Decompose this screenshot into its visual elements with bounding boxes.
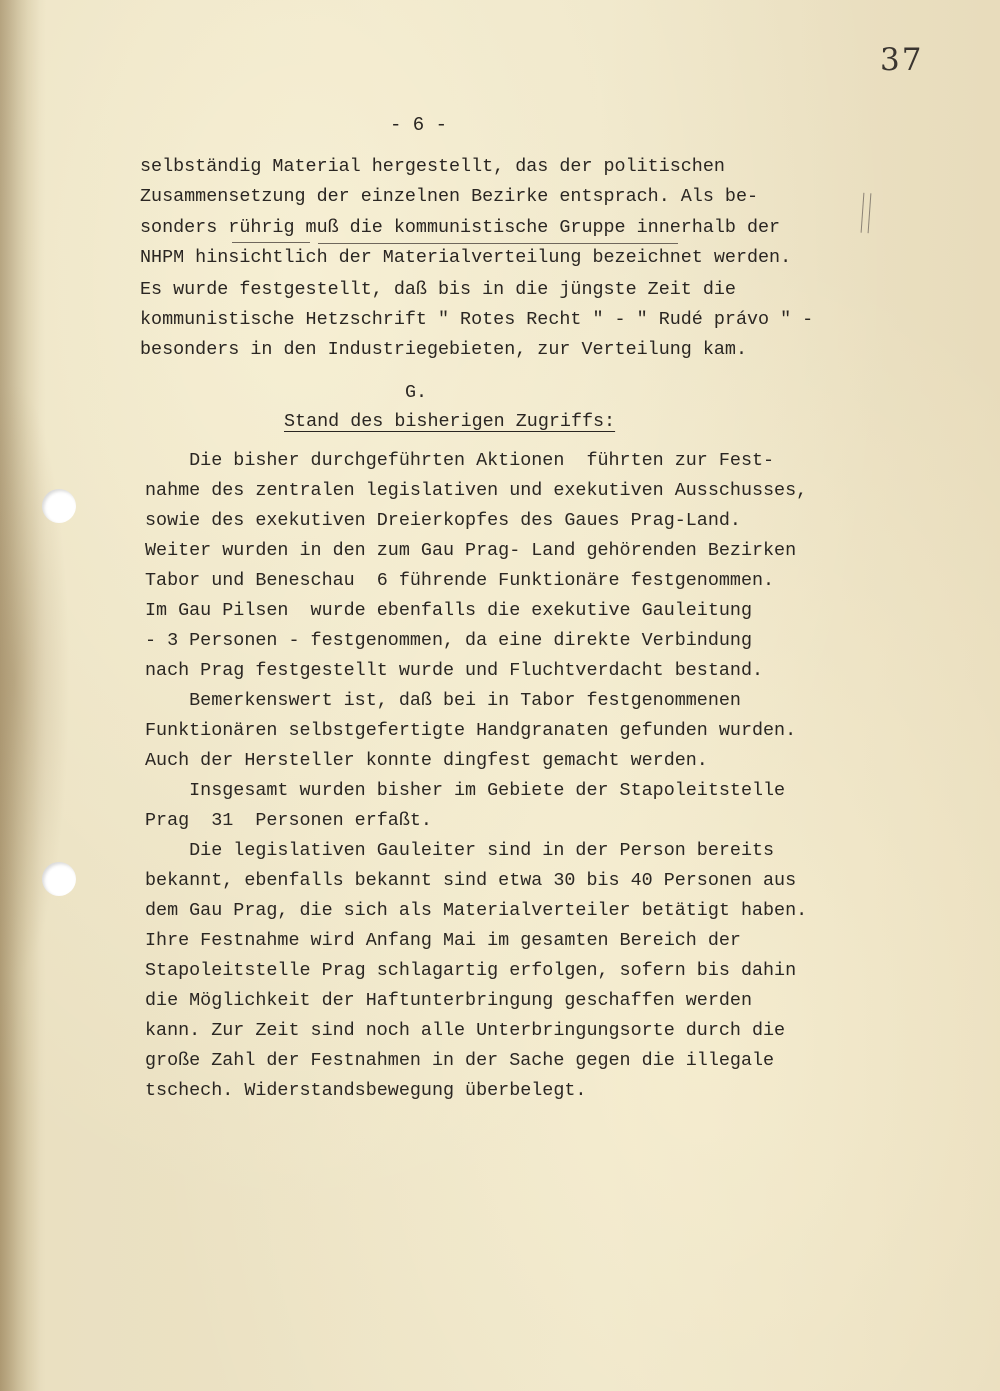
text-line: Weiter wurden in den zum Gau Prag- Land gehörenden Bezirken: [145, 540, 797, 561]
text-line: Im Gau Pilsen wurde ebenfalls die exekutive Gauleitung: [145, 600, 752, 621]
text-line: sowie des exekutiven Dreierkopfes des Gaues Prag-Land.: [145, 510, 741, 531]
section-heading: Stand des bisherigen Zugriffs:: [284, 411, 616, 432]
text-line: selbständig Material hergestellt, das der politischen: [140, 156, 725, 177]
text-line: Es wurde festgestellt, daß bis in die jüngste Zeit die: [140, 279, 736, 300]
text-line: Insgesamt wurden bisher im Gebiete der Stapoleitstelle: [145, 780, 786, 801]
pencil-underline: [318, 243, 678, 244]
text-line: Zusammensetzung der einzelnen Bezirke entsprach. Als be-: [140, 186, 759, 207]
text-line: Bemerkenswert ist, daß bei in Tabor festgenommenen: [145, 690, 741, 711]
text-line: Tabor und Beneschau 6 führende Funktionäre festgenommen.: [145, 570, 775, 591]
text-line: kann. Zur Zeit sind noch alle Unterbringungsorte durch die: [145, 1020, 786, 1041]
text-line: die Möglichkeit der Haftunterbringung geschaffen werden: [145, 990, 752, 1011]
text-line: - 3 Personen - festgenommen, da eine direkte Verbindung: [145, 630, 752, 651]
text-line: Auch der Hersteller konnte dingfest gemacht werden.: [145, 750, 708, 771]
text-line: nach Prag festgestellt wurde und Fluchtverdacht bestand.: [145, 660, 764, 681]
text-line: NHPM hinsichtlich der Materialverteilung bezeichnet werden.: [140, 247, 792, 268]
text-line: Stapoleitstelle Prag schlagartig erfolgen, sofern bis dahin: [145, 960, 797, 981]
text-line: Prag 31 Personen erfaßt.: [145, 810, 432, 831]
page-number: - 6 -: [390, 114, 448, 136]
text-line: Die legislativen Gauleiter sind in der Person bereits: [145, 840, 775, 861]
pencil-underline: [232, 242, 310, 243]
folio-number: 37: [880, 42, 924, 78]
text-line: sonders rührig muß die kommunistische Gruppe innerhalb der: [140, 217, 781, 238]
punch-hole-bottom: [42, 862, 76, 896]
punch-hole-top: [42, 489, 76, 523]
text-line: tschech. Widerstandsbewegung überbelegt.: [145, 1080, 587, 1101]
text-line: Die bisher durchgeführten Aktionen führten zur Fest-: [145, 450, 775, 471]
text-line: bekannt, ebenfalls bekannt sind etwa 30 bis 40 Personen aus: [145, 870, 797, 891]
text-line: große Zahl der Festnahmen in der Sache gegen die illegale: [145, 1050, 775, 1071]
text-line: kommunistische Hetzschrift " Rotes Recht " - " Rudé právo " -: [140, 309, 814, 330]
text-line: besonders in den Industriegebieten, zur Verteilung kam.: [140, 339, 747, 360]
text-line: Funktionären selbstgefertigte Handgranaten gefunden wurden.: [145, 720, 797, 741]
text-line: Ihre Festnahme wird Anfang Mai im gesamten Bereich der: [145, 930, 741, 951]
text-line: dem Gau Prag, die sich als Materialverteiler betätigt haben.: [145, 900, 808, 921]
text-line: nahme des zentralen legislativen und exekutiven Ausschusses,: [145, 480, 808, 501]
margin-pencil-mark: [861, 193, 872, 233]
section-letter: G.: [405, 382, 428, 403]
